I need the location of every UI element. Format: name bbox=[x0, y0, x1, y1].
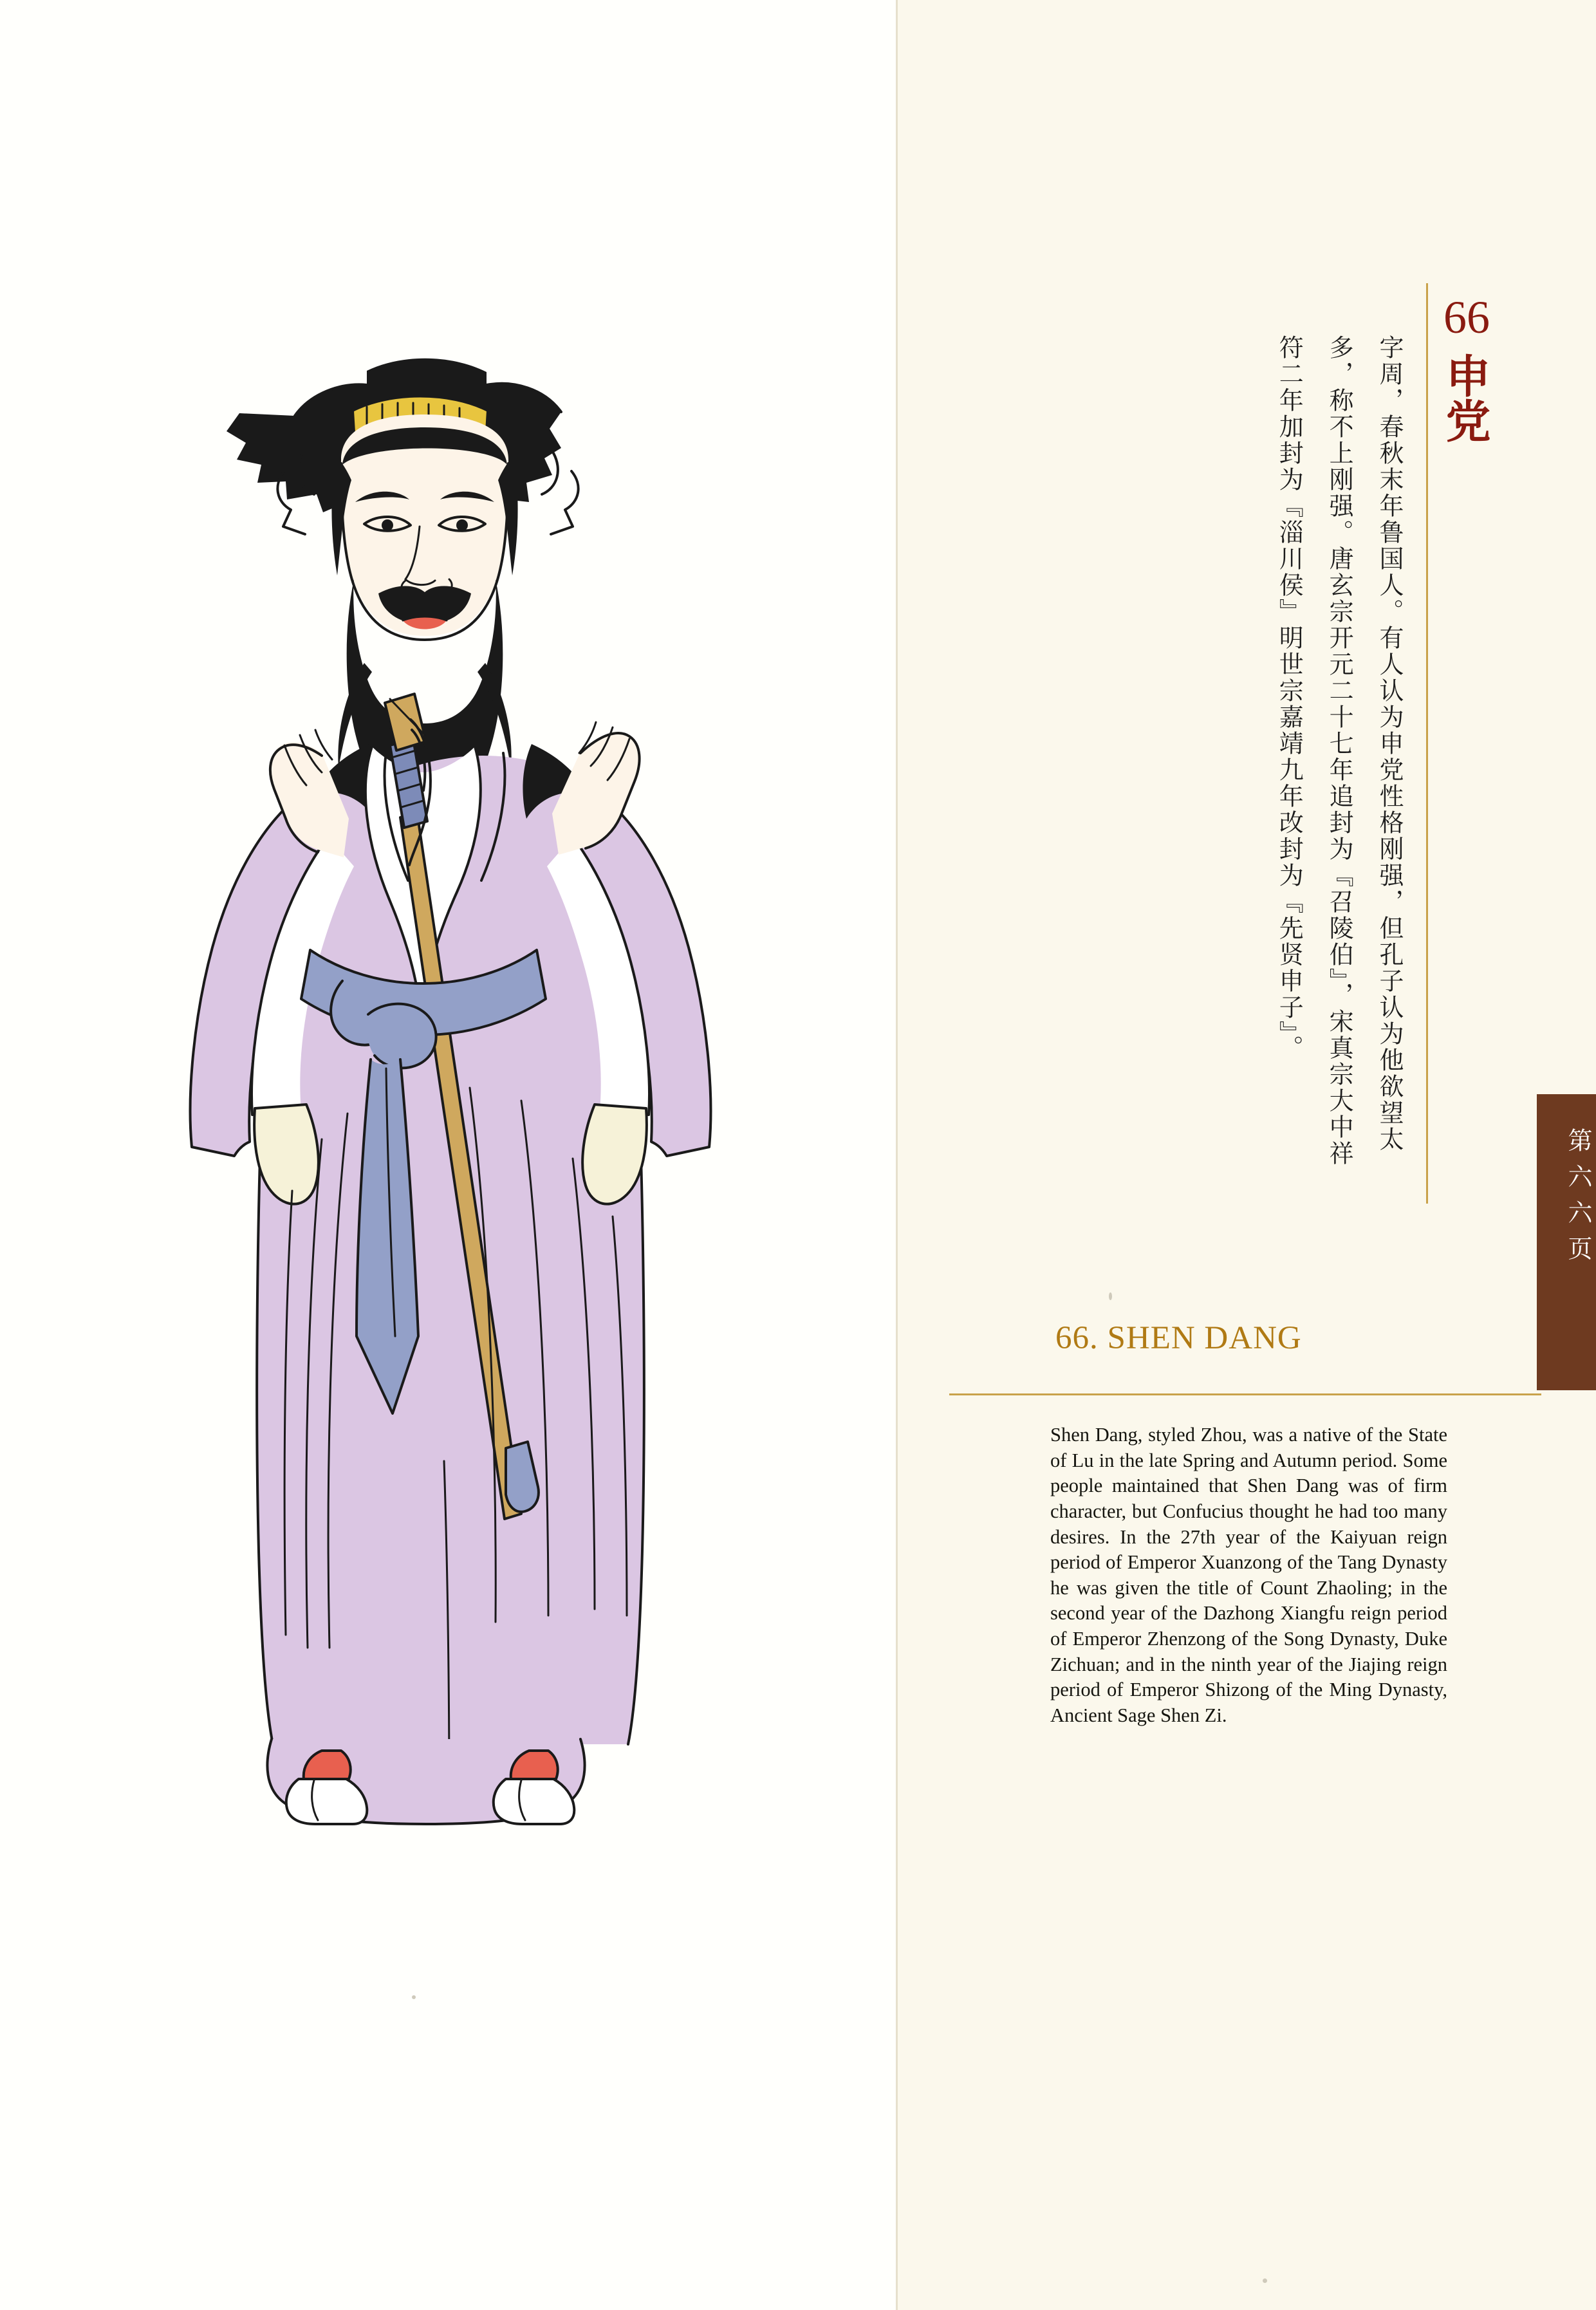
page-side-tab bbox=[1537, 1094, 1596, 1390]
heading-underline bbox=[949, 1393, 1541, 1395]
panel-divider bbox=[896, 0, 898, 2310]
chinese-name-title: 申党 bbox=[1438, 353, 1491, 443]
figure-illustration bbox=[109, 303, 792, 1860]
chinese-body-text: 字周，春秋末年鲁国人。有人认为申党性格刚强，但孔子认为他欲望太多，称不上刚强。唐玄宗开元二十七年追封为『召陵伯』，宋真宗大中祥符二年加封为『淄川侯』明世宗嘉靖九年改封为『先贤申子』。 bbox=[1275, 335, 1404, 1167]
paper-speck bbox=[1109, 1292, 1112, 1300]
paper-speck bbox=[1263, 2278, 1267, 2283]
english-heading: 66. SHEN DANG bbox=[1055, 1320, 1302, 1356]
entry-number: 66 bbox=[1443, 292, 1490, 343]
vertical-gold-rule bbox=[1426, 283, 1428, 1204]
english-body-text: Shen Dang, styled Zhou, was a native of the State of Lu in the late Spring and Autumn period. Some people maintained that Shen Dang was of firm character, but Confucius thought he had too many desires. In the 27th year of the Kaiyuan reign period of Emperor Xuanzong of the Tang Dynasty he was given the title of Count Zhaoling; in the second year of the Dazhong Xiangfu reign period of Emperor Zhenzong of the Song Dynasty, Duke Zichuan; and in the ninth year of the Jiajing reign period of Emperor Shizong of the Ming Dynasty, Ancient Sage Shen Zi. bbox=[1050, 1424, 1447, 1727]
page-number-label: 第六六页 bbox=[1564, 1128, 1592, 1272]
paper-speck bbox=[412, 1995, 416, 1999]
chinese-entry-block bbox=[1123, 277, 1490, 1223]
